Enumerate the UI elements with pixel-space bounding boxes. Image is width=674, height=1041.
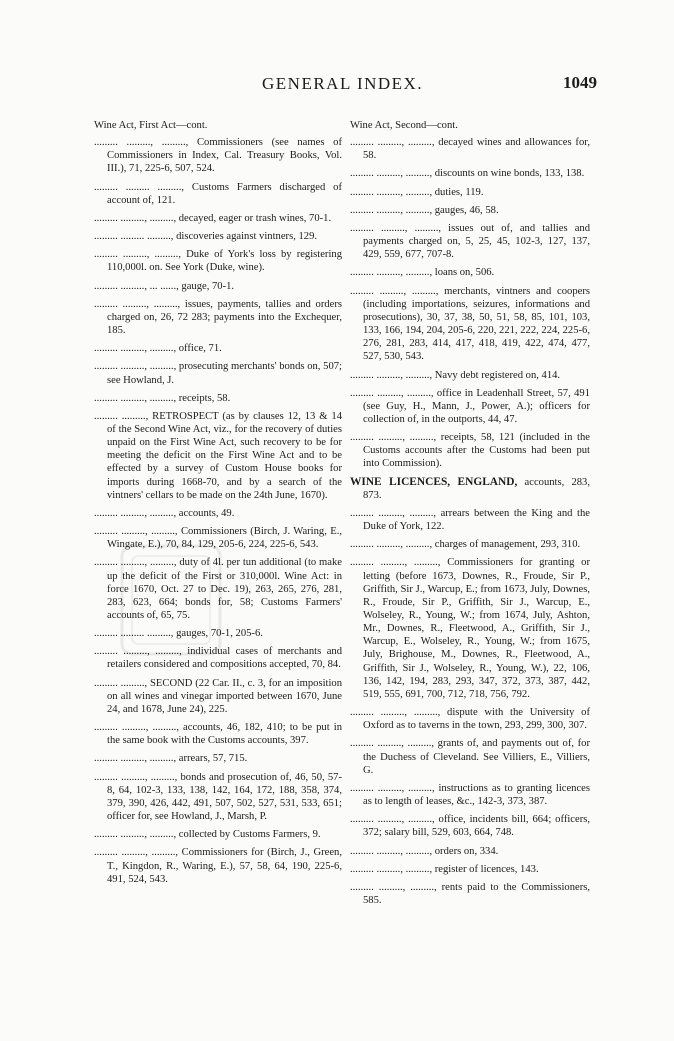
right-column-heading: Wine Act, Second—cont. — [350, 120, 458, 131]
index-entry: ......... ........., ........., accounts, 49. — [94, 507, 235, 519]
index-entry: ......... ........., ........., office, 71. — [94, 343, 222, 355]
index-entry: ......... ........., ........., dispute with the University of Oxford as to taverns in the town, 293, 299, 300, 307. — [350, 707, 590, 732]
index-entry: ......... ........., ........., merchants, vintners and coopers (including importations, seizures, informations and prosecutions), 30, 37, 38, 50, 51, 58, 85, 101, 103, 133, 166, 194, 204, 205-6, 220, 221, 222, 224, 225-6, 276, 281, 283, 414, 417, 418, 419, 422, 474, 477, 527, 530, 543. — [350, 285, 590, 363]
right-column — [350, 119, 590, 912]
page-header — [0, 72, 674, 96]
index-entry: ......... ........., ........., Commissioners (Birch, J. Waring, E., Wingate, E.), 70, 84, 129, 205-6, 224, 225-6, 543. — [94, 526, 342, 551]
right-entry-list — [350, 136, 590, 470]
index-entry: ......... ........., ........., decayed, eager or trash wines, 70-1. — [94, 212, 332, 224]
index-entry: ......... ........., ........., accounts, 46, 182, 410; to be put in the same book with the Customs accounts, 397. — [94, 722, 342, 747]
index-entry: ......... ........., ........., rents paid to the Commissioners, 585. — [350, 881, 590, 906]
index-entry: ......... ........., ........., issues, payments, tallies and orders charged on, 26, 72 283; payments into the Exchequer, 185. — [94, 298, 342, 337]
index-entry: ......... ........., ........., duties, 119. — [350, 186, 484, 198]
index-entry: ......... ........., ........., grants of, and payments out of, for the Duchess of Cleveland. See Villiers, E., Villiers, G. — [350, 738, 590, 776]
index-entry: ......... ........., ... ......, gauge, 70-1. — [94, 280, 235, 292]
index-entry: ......... ........., ........., receipts, 58. — [94, 392, 231, 404]
index-entry: ......... ........., ........., charges of management, 293, 310. — [350, 539, 581, 551]
index-entry: ......... ........., RETROSPECT (as by clauses 12, 13 & 14 of the Second Wine Act, viz., for the recovery of duties unpaid on the First Wine Act, such recovery to be for meeting the deficit on the First Wine Act and to be effected by a survey of Custom House books for imports during 1668-70, and by a search of the vintners' cellars to be made on the 24th June, 1670). — [94, 410, 342, 501]
index-entry: ......... ........., ........., loans on, 506. — [350, 267, 495, 279]
index-entry: ......... ........., ........., Commissioners for (Birch, J., Green, T., Kingdon, R., Waring, E.), 57, 58, 64, 190, 225-6, 491, 524, 543. — [94, 847, 342, 885]
left-column-heading: Wine Act, First Act—cont. — [94, 120, 208, 131]
index-entry: ......... ........., ........., Commissioners for granting or letting (before 1673, Downes, R., Froude, Sir P., Griffith, Sir J., Warcup, E.; from 1673, July, Downes, R., Froude, Sir P., Griffith, Sir J., Warcup, E., Wolseley, R., Young, W.; from 1674, July, Ashton, Mr., Downes, R., Fleetwood, A., Griffith, Sir J., Warcup, E., Wolseley, R., Young, W.; from 1675, July, Brighouse, M., Downes, R., Fleetwood, A., Griffith, Sir J., Wolseley, R., Young, W.), 22, 106, 136, 142, 194, 283, 293, 347, 372, 373, 387, 442, 519, 555, 691, 700, 712, 718, 756, 792. — [350, 557, 590, 700]
index-entry: ......... ........., ........., issues out of, and tallies and payments charged on, 5, 25, 45, 102-3, 127, 137, 429, 559, 677, 707-8. — [350, 222, 590, 261]
index-entry: ......... ........., ........., discounts on wine bonds, 133, 138. — [350, 168, 585, 180]
index-entry: ......... ........., ........., Navy debt registered on, 414. — [350, 369, 561, 381]
index-entry: ......... ........., ........., collected by Customs Farmers, 9. — [94, 829, 321, 841]
wine-licences-heading: WINE LICENCES, ENGLAND, — [350, 475, 518, 488]
index-entry: ......... ........., ........., office in Leadenhall Street, 57, 491 (see Guy, H., Mann, J., Power, A.); officers for collection of, in the outports, 44, 47. — [350, 387, 590, 425]
index-entry: ......... ........., ........., orders on, 334. — [350, 845, 499, 857]
index-entry: ......... ........., ........., bonds and prosecution of, 46, 50, 57-8, 64, 102-3, 133, 138, 142, 164, 172, 188, 358, 374, 379, 390, 426, 442, 491, 507, 502, 527, 531, 533, 651; officer for, see Howland, J., Marsh, P. — [94, 771, 342, 823]
index-entry: ......... ......... ........., Customs Farmers discharged of account of, 121. — [94, 181, 342, 206]
wine-licences-heading-refs: accounts, 283, 873. — [363, 476, 590, 501]
index-entry: ......... ........., ........., gauges, 46, 58. — [350, 204, 499, 216]
index-entry: ......... ........., ........., Duke of York's loss by registering 110,000l. on. See York (Duke, wine). — [94, 249, 342, 274]
index-entry: ......... ........., ........., receipts, 58, 121 (included in the Customs accounts after the Customs had been put into Commission). — [350, 432, 590, 470]
left-entry-list — [94, 136, 342, 886]
index-entry: ......... ........., ........., instructions as to granting licences as to length of leases, &c., 142-3, 373, 387. — [350, 782, 590, 808]
page-number: 1049 — [563, 73, 597, 92]
index-entry: ......... ........., ........., arrears between the King and the Duke of York, 122. — [350, 507, 590, 533]
running-title: GENERAL INDEX. — [262, 74, 424, 93]
index-entry: ......... ......... ........., gauges, 70-1, 205-6. — [94, 628, 263, 640]
index-entry: ......... ........., ........., prosecuting merchants' bonds on, 507; see Howland, J. — [94, 361, 342, 386]
index-entry: ......... ........., ........., register of licences, 143. — [350, 863, 539, 875]
index-entry: ......... ........., ........., Commissioners (see names of Commissioners in Index, Cal. Treasury Books, Vol. III.), 71, 225-6, 507, 524. — [94, 137, 342, 175]
left-column — [94, 119, 342, 891]
index-entry: ......... ........., ........., individual cases of merchants and retailers considered and compositions accepted, 70, 84. — [94, 646, 342, 671]
index-entry: ......... ........., ........., arrears, 57, 715. — [94, 753, 248, 765]
licence-entry-list — [350, 507, 590, 907]
index-entry: ......... ......... ........., discoveries against vintners, 129. — [94, 231, 318, 243]
index-entry: ......... ........., ........., office, incidents bill, 664; officers, 372; salary bill, 529, 603, 664, 748. — [350, 814, 590, 839]
index-entry: ......... ........., ........., decayed wines and allowances for, 58. — [350, 137, 590, 162]
index-entry: ......... ........., ........., duty of 4l. per tun additional (to make up the deficit of the First or 310,000l. Wine Act: in force 1670, Oct. 27 to Dec. 19), 263, 265, 276, 281, 283, 623, 664; bonds for, 58; Customs Farmers' accounts of, 65, 75. — [94, 557, 342, 621]
index-entry: ......... ........., SECOND (22 Car. II., c. 3, for an imposition on all wines and vinegar imported between 1670, June 24, and 1678, June 24), 225. — [94, 677, 342, 715]
wine-licences-heading-entry — [350, 476, 590, 502]
